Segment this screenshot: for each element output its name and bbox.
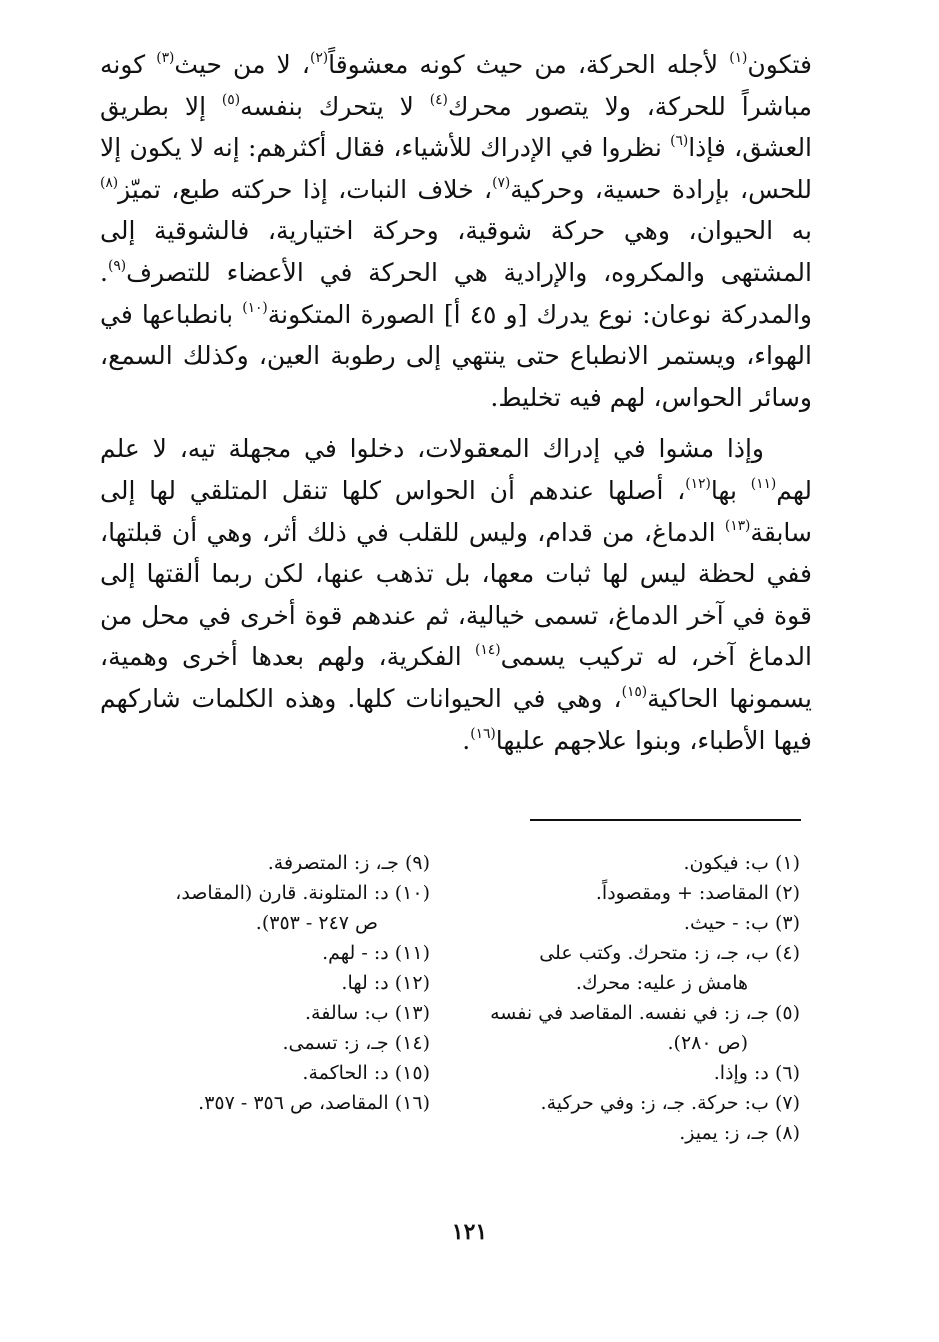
footnote-number: (٣) bbox=[774, 912, 800, 934]
footnote-ref: (١٢) bbox=[685, 475, 711, 492]
footnote-ref: (٤) bbox=[429, 91, 448, 108]
footnote-ref: (٣) bbox=[156, 50, 175, 66]
footnote-ref: (٦) bbox=[670, 133, 689, 150]
footnote-number: (١٥) bbox=[394, 1062, 430, 1084]
footnote-continuation: هامش ز عليه: محرك. bbox=[575, 972, 748, 994]
page-number: ١٢١ bbox=[451, 1219, 488, 1245]
footnote-ref: (٨) bbox=[100, 174, 119, 191]
text-segment: فتكون bbox=[747, 50, 812, 79]
footnote bbox=[465, 1088, 800, 1118]
footnote bbox=[100, 1028, 430, 1058]
footnote-text: جـ، ز: المتصرفة. bbox=[267, 852, 399, 874]
text-segment: ، أصلها عندهم أن الحواس كلها تنقل المتلقي لها إلى سابقة bbox=[100, 475, 812, 547]
footnote-ref: (٥) bbox=[221, 91, 241, 108]
footnote-text: ب، جـ، ز: متحرك. وكتب على bbox=[539, 942, 769, 964]
footnote bbox=[100, 848, 430, 878]
footnote-text: ب: فيكون. bbox=[683, 852, 769, 874]
footnote bbox=[100, 998, 430, 1028]
text-segment: ، لا من حيث bbox=[174, 50, 310, 79]
footnote bbox=[100, 1058, 430, 1088]
footnote bbox=[465, 938, 800, 998]
footnote bbox=[100, 878, 430, 938]
text-segment: بها bbox=[710, 475, 751, 505]
footnote-number: (١٠) bbox=[394, 882, 430, 904]
paragraph-2 bbox=[100, 428, 812, 761]
footnote-text: ب: حركة. جـ، ز: وفي حركية. bbox=[540, 1092, 769, 1114]
footnote-ref: (١) bbox=[729, 50, 748, 66]
footnote-number: (٥) bbox=[774, 1002, 800, 1024]
footnote bbox=[465, 1058, 800, 1088]
footnote-number: (١٦) bbox=[394, 1092, 430, 1114]
footnote-text: المقاصد، ص ٣٥٦ - ٣٥٧. bbox=[198, 1092, 389, 1114]
footnote-ref: (١٦) bbox=[470, 725, 496, 742]
footnote-number: (١٣) bbox=[394, 1002, 430, 1024]
footnote bbox=[100, 968, 430, 998]
text-segment: . bbox=[462, 725, 471, 755]
footnote-number: (١١) bbox=[394, 942, 430, 964]
text-segment: الدماغ، من قدام، وليس للقلب في ذلك أثر، وهي أن قبلتها، ففي لحظة ليس لها ثبات معها، بل تذهب عنها، لكن ربما ألقتها إلى قوة في آخر الدماغ، تسمى خيالية، ثم عندهم قوة أخرى في محل من الدماغ آخر، له تركيب يسمى bbox=[100, 517, 812, 672]
footnote-number: (٦) bbox=[774, 1062, 800, 1084]
text-segment: نظروا في الإدراك للأشياء، فقال أكثرهم: إنه لا يكون إلا للحس، بإرادة حسية، وحركية bbox=[100, 133, 812, 204]
footnote-number: (١٢) bbox=[394, 972, 430, 994]
footnote-ref: (١٣) bbox=[724, 517, 751, 534]
footnote-text: د: وإذا. bbox=[713, 1062, 769, 1084]
footnote-ref: (١١) bbox=[750, 475, 777, 492]
footnote-text: ب: - حيث. bbox=[683, 912, 769, 934]
text-segment: إلا بطريق العشق، فإذا bbox=[100, 91, 813, 163]
footnote-continuation: ص ٢٤٧ - ٣٥٣). bbox=[255, 912, 378, 934]
text-segment: كونه مباشراً للحركة، ولا يتصور محرك bbox=[100, 50, 812, 121]
footnote-text: جـ، ز: تسمى. bbox=[282, 1032, 389, 1054]
text-segment: ، وهي في الحيوانات كلها. وهذه الكلمات شاركهم فيها الأطباء، وبنوا علاجهم عليها bbox=[100, 683, 812, 755]
footnotes-right-column bbox=[465, 848, 800, 1148]
footnote-number: (٨) bbox=[774, 1122, 800, 1144]
footnote bbox=[465, 908, 800, 938]
footnote-separator bbox=[530, 819, 801, 821]
footnote-number: (٩) bbox=[404, 852, 430, 874]
footnote-text: د: - لهم. bbox=[322, 942, 389, 964]
footnote-text: د: لها. bbox=[341, 972, 389, 994]
text-segment: . والمدركة نوعان: نوع يدرك [و ٤٥ أ] الصورة المتكونة bbox=[100, 257, 812, 329]
footnote-text: د: الحاكمة. bbox=[302, 1062, 389, 1084]
text-segment: ، خلاف النبات، إذا حركته طبع، تميّز bbox=[118, 174, 493, 204]
text-segment: بانطباعها في الهواء، ويستمر الانطباع حتى ينتهي إلى رطوبة العين، وكذلك السمع، وسائر الحواس، لهم فيه تخليط. bbox=[100, 299, 812, 412]
footnote-ref: (١٤) bbox=[475, 642, 501, 659]
footnote bbox=[465, 1118, 800, 1148]
footnote-continuation: (ص ٢٨٠). bbox=[667, 1032, 748, 1054]
footnote bbox=[465, 848, 800, 878]
footnote-ref: (٢) bbox=[309, 50, 329, 66]
footnote-number: (٧) bbox=[774, 1092, 800, 1114]
footnote bbox=[100, 938, 430, 968]
footnote-number: (٢) bbox=[774, 882, 800, 904]
footnote-text: المقاصد: + ومقصوداً. bbox=[595, 882, 769, 904]
footnote-text: جـ، ز: في نفسه. المقاصد في نفسه bbox=[490, 1002, 769, 1024]
footnote bbox=[100, 1088, 430, 1118]
footnote-ref: (٧) bbox=[492, 174, 511, 191]
text-segment: الفكرية، ولهم بعدها أخرى وهمية، يسمونها الحاكية bbox=[100, 642, 812, 713]
footnote-number: (٤) bbox=[774, 942, 800, 964]
footnote-ref: (١٠) bbox=[242, 299, 268, 316]
footnote-text: ب: سالفة. bbox=[305, 1002, 389, 1024]
footnote-ref: (٩) bbox=[107, 257, 127, 274]
text-segment: وإذا مشوا في إدراك المعقولات، دخلوا في مجهلة تيه، لا علم لهم bbox=[100, 434, 812, 505]
footnote-ref: (١٥) bbox=[621, 683, 648, 700]
text-segment: لأجله الحركة، من حيث كونه معشوقاً bbox=[328, 50, 730, 79]
paragraph-1 bbox=[100, 44, 812, 418]
footnote-number: (١) bbox=[774, 852, 800, 874]
text-segment: لا يتحرك بنفسه bbox=[240, 91, 430, 121]
footnote bbox=[465, 998, 800, 1058]
footnote-text: د: المتلونة. قارن (المقاصد، bbox=[175, 882, 389, 904]
footnotes-left-column bbox=[100, 848, 430, 1118]
main-text bbox=[100, 44, 812, 761]
footnote bbox=[465, 878, 800, 908]
text-segment: به الحيوان، وهي حركة شوقية، وحركة اختيارية، فالشوقية إلى المشتهى والمكروه، والإرادية هي الحركة في الأعضاء للتصرف bbox=[100, 216, 812, 287]
footnote-number: (١٤) bbox=[394, 1032, 430, 1054]
footnote-text: جـ، ز: يميز. bbox=[679, 1122, 769, 1144]
